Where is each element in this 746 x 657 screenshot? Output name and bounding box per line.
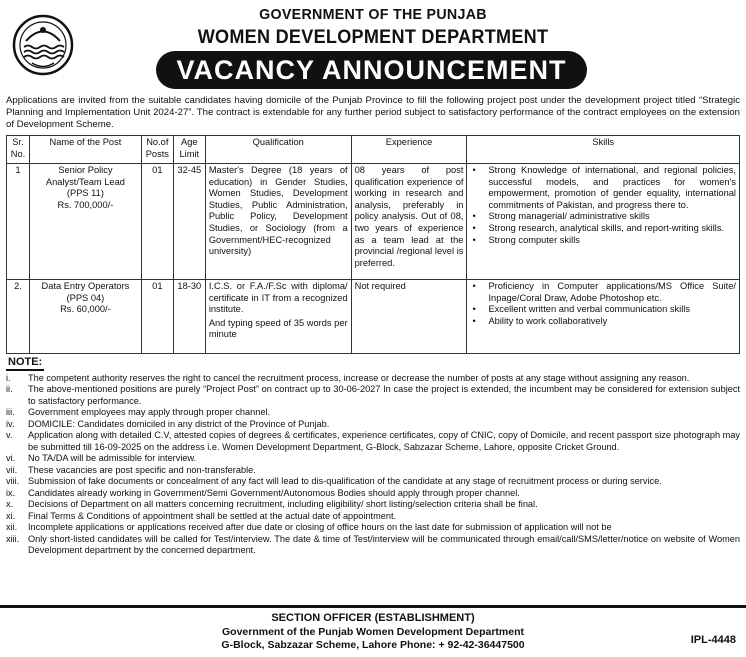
row-posts: 01 — [141, 164, 173, 280]
row-skills — [467, 164, 740, 280]
government-title: GOVERNMENT OF THE PUNJAB — [259, 6, 487, 23]
qualification-extra: And typing speed of 35 words per minute — [208, 317, 348, 340]
row-sr: 1 — [7, 164, 30, 280]
note-text: Candidates already working in Government/Semi Government/Autonomous Bodies should apply through proper channel. — [28, 487, 520, 498]
note-text: Application along with detailed C.V, attested copies of degrees & certificates, experience certificates, copy of CNIC, copy of Domicile, and recent passport size photograph may be submitted till 16-09-2025 on the address i.e. Women Development Department, G-Block, Sabzazar Scheme, Lahore, opposite Cricket Ground. — [28, 430, 740, 452]
note-text: Decisions of Department on all matters concerning recruitment, including eligibility/ short listing/selection criteria shall be final. — [28, 499, 538, 509]
note-number: v. — [6, 430, 13, 440]
note-item — [6, 407, 740, 419]
section-officer-title: SECTION OFFICER (ESTABLISHMENT) — [271, 612, 475, 624]
note-text: Government employees may apply through proper channel. — [28, 407, 271, 417]
note-number: vi. — [6, 453, 16, 463]
note-number: iii. — [6, 407, 15, 417]
row-posts: 01 — [141, 280, 173, 354]
row-qualification: Master's Degree (18 years of education) in Gender Studies, Women Studies, Development Studies, Public Administration, Public Policy, Development Studies, or Sociology (from a Government/HEC-recognized university) — [205, 164, 351, 280]
qualification-text: I.C.S. or F.A./F.Sc with diploma/ certificate in IT from a recognized institute. — [208, 281, 348, 315]
vacancy-banner: VACANCY ANNOUNCEMENT — [156, 51, 587, 89]
note-number: xii. — [6, 522, 18, 532]
note-number: iv. — [6, 418, 15, 429]
department-title: WOMEN DEVELOPMENT DEPARTMENT — [197, 27, 549, 48]
note-text: These vacancies are post specific and non-transferable. — [28, 464, 256, 475]
skill-item: • Strong research, analytical skills, and report-writing skills. — [470, 223, 736, 235]
post-salary: Rs. 60,000/- — [60, 304, 111, 315]
header-sr: Sr. No. — [7, 136, 30, 164]
table-row — [7, 164, 740, 280]
footer-divider — [0, 605, 746, 608]
skill-item: • Strong computer skills — [470, 235, 736, 247]
row-age: 32-45 — [173, 164, 205, 280]
skill-item: • Excellent written and verbal communication skills — [470, 304, 736, 316]
post-scale: (PPS 04) — [66, 292, 105, 303]
notes-title: NOTE: — [6, 357, 44, 371]
footer-address: G-Block, Sabzazar Scheme, Lahore Phone: + 92-42-36447500 — [221, 639, 525, 651]
ipl-code: IPL-4448 — [690, 634, 736, 646]
note-item — [6, 522, 740, 534]
row-sr: 2. — [7, 280, 30, 354]
vacancy-table — [6, 135, 740, 354]
header-name: Name of the Post — [29, 136, 141, 164]
row-experience: 08 years of post qualification experience of working in research and analysis, preferably in policy analysis. Out of 08, two years of experience as a team lead at the provincial /regional level is preferred. — [351, 164, 467, 280]
note-item — [6, 499, 740, 511]
skill-item: • Strong managerial/ administrative skills — [470, 211, 736, 223]
row-age: 18-30 — [173, 280, 205, 354]
post-title: Data Entry Operators — [41, 281, 130, 291]
note-text: DOMICILE: Candidates domiciled in any district of the Province of Punjab. — [28, 418, 330, 429]
note-number: xiii. — [6, 533, 20, 544]
note-number: vii. — [6, 464, 18, 475]
row-experience: Not required — [351, 280, 467, 354]
post-scale: (PPS 11) — [66, 188, 104, 199]
note-number: viii. — [6, 476, 20, 486]
skills-list — [470, 281, 736, 327]
header-posts: No.of Posts — [141, 136, 173, 164]
header-age: Age Limit — [173, 136, 205, 164]
note-item — [6, 384, 740, 407]
note-item — [6, 511, 740, 523]
row-skills — [467, 280, 740, 354]
notes-section — [6, 357, 740, 557]
note-item — [6, 453, 740, 465]
note-item — [6, 419, 740, 431]
table-row — [7, 280, 740, 354]
note-text: Only short-listed candidates will be called for Test/interview. The date & time of Test/interview will be communicated through email/call/SMS/letter/notice on website of Women Development department by the concerned department. — [28, 533, 740, 555]
row-post — [29, 164, 141, 280]
footer — [0, 605, 746, 657]
skills-list — [470, 165, 736, 246]
note-text: Submission of fake documents or concealment of any fact will lead to dis-qualification of the candidate at any stage of recruitment process or during service. — [28, 476, 662, 486]
note-item — [6, 373, 740, 385]
skill-item: • Strong Knowledge of international, and regional policies, successful models, and practices for women's empowerment, promotion of gender equality, international commitments of Pakistan, and progress there to. — [470, 165, 736, 211]
row-qualification — [205, 280, 351, 354]
header — [0, 0, 746, 92]
note-item — [6, 488, 740, 500]
note-item — [6, 430, 740, 453]
note-number: xi. — [6, 510, 16, 521]
note-number: i. — [6, 372, 11, 383]
note-number: ii. — [6, 384, 13, 394]
note-text: The above-mentioned positions are purely “Project Post” on contract up to 30-06-2027 In case the project is extended, the incumbent may be considered for extension subject to satisfactory performance. — [28, 384, 740, 406]
note-text: No TA/DA will be admissible for interview. — [28, 453, 197, 463]
post-title: Senior Policy Analyst/Team Lead — [45, 165, 125, 187]
header-skills: Skills — [467, 136, 740, 164]
note-item — [6, 465, 740, 477]
footer-department: Government of the Punjab Women Development Department — [221, 626, 524, 638]
note-text: Final Terms & Conditions of appointment shall be settled at the actual date of appointment. — [28, 510, 397, 521]
note-number: ix. — [6, 487, 16, 498]
table-header-row — [7, 136, 740, 164]
skill-item: • Proficiency in Computer applications/MS Office Suite/ Inpage/Coral Draw, Adobe Photoshop etc. — [470, 281, 736, 304]
note-number: x. — [6, 499, 14, 509]
header-experience: Experience — [351, 136, 467, 164]
skill-item: • Ability to work collaboratively — [470, 316, 736, 328]
intro-paragraph: Applications are invited from the suitable candidates having domicile of the Punjab Province to fill the following project post under the development project titled “Strategic Planning and Implementation Unit 2024-27”. The contract is extendable for any further period subject to satisfactory performance of the contract employees on the extension of Development Scheme. — [6, 95, 740, 130]
note-item — [6, 534, 740, 557]
row-post — [29, 280, 141, 354]
note-text: Incomplete applications or applications received after due date or closing of office hours on the last date for submission of application will not be — [28, 522, 612, 532]
note-item — [6, 476, 740, 488]
note-text: The competent authority reserves the right to cancel the recruitment process, increase or decrease the number of posts at any stage without assigning any reason. — [28, 372, 690, 383]
post-salary: Rs. 700,000/- — [57, 199, 114, 210]
header-qualification: Qualification — [205, 136, 351, 164]
